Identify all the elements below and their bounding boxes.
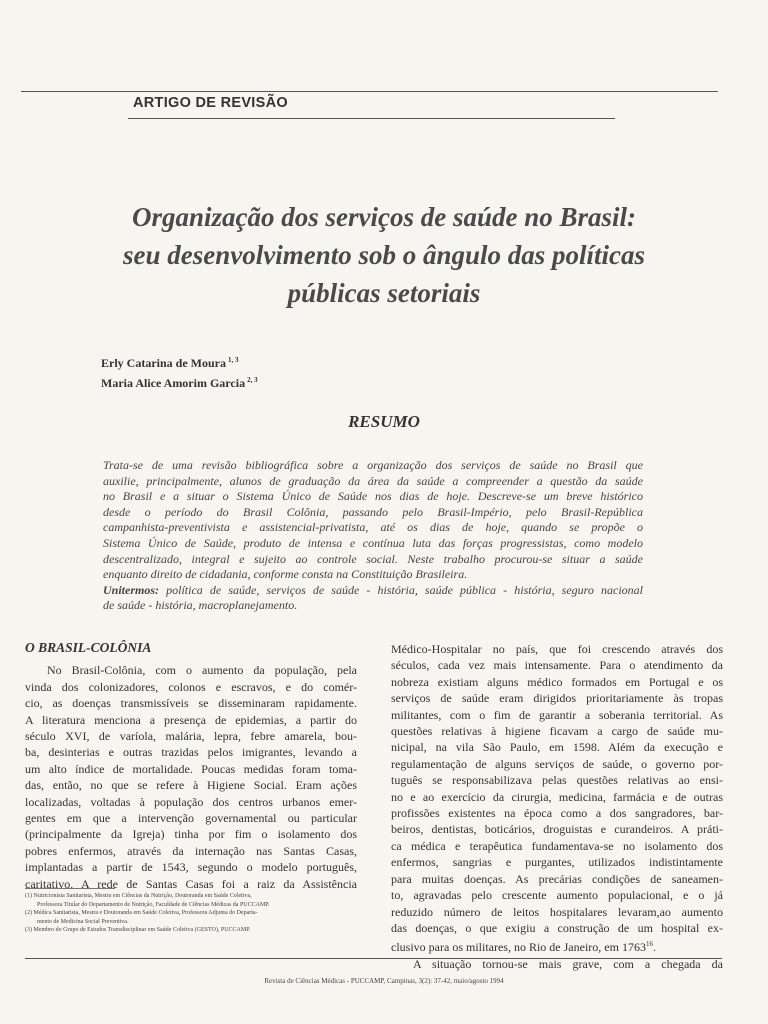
author-affiliation: 2, 3 (247, 376, 258, 384)
footnote: (3) Membro do Grupo de Estudos Transdisciplinar em Saúde Coletiva (GESTO), PUCCAMP. (25, 927, 251, 934)
body-line: para muitas doenças. As precárias condições de saneamen- (391, 871, 723, 886)
keywords-text: política de saúde, serviços de saúde - história, saúde pública - história, seguro nacional (166, 582, 643, 597)
footnote-rule (25, 888, 115, 889)
top-rule (21, 91, 718, 92)
abstract-line: auxilie, principalmente, alunos de graduação da área da saúde a compreender a questão da saúde (103, 473, 643, 488)
author-affiliation: 1, 3 (228, 356, 239, 364)
body-line: profissões existentes na época como a dos sangradores, bar- (391, 806, 723, 821)
body-line: militantes, com o fim de garantir a soberania territorial. As (391, 707, 723, 722)
right-column (391, 641, 723, 972)
body-line: beiros, dentistas, boticários, droguistas e curandeiros. A práti- (391, 822, 723, 837)
body-line: ca médica e terapêutica fundamentava-se no isolamento dos (391, 838, 723, 853)
title-line: públicas setoriais (287, 278, 481, 308)
author-name: Erly Catarina de Moura (101, 356, 226, 370)
body-line: nicipal, na vila São Paulo, em 1598. Além da execução e (391, 740, 723, 755)
abstract-line: no Brasil e a situar o Sistema Único de Saúde nos dias de hoje. Descreve-se um breve histórico (103, 489, 643, 504)
body-line (391, 936, 723, 955)
keywords-line: de saúde - história, macroplanejamento. (103, 598, 298, 613)
keywords-line (103, 583, 643, 599)
body-line: questões relativas à higiene ficavam a cargo de saúde mu- (391, 724, 723, 739)
abstract-line: Trata-se de uma revisão bibliográfica sobre a organização dos serviços de saúde no Brasil que (103, 458, 643, 472)
body-line: das, então, no que se refere à Higiene Social. Eram ações (25, 778, 357, 793)
body-line: implantadas a partir de 1543, segundo o modelo português, (25, 860, 357, 875)
author-name: Maria Alice Amorim Garcia (101, 376, 246, 390)
body-line: nobreza existiam alguns médico formados em Portugal e os (391, 674, 723, 689)
body-line: século XVI, de varíola, malária, lepra, febre amarela, bou- (25, 729, 357, 744)
title-line: Organização dos serviços de saúde no Brasil: (131, 202, 637, 232)
abstract-line: enquanto direito de cidadania, conforme consta na Constituição Brasileira. (103, 567, 468, 582)
body-line: localizadas, voltadas à população dos centros urbanos emer- (25, 794, 357, 809)
journal-citation: Revista de Ciências Médicas - PUCCAMP, Campinas, 3(2): 37-42, maio/agosto 1994 (264, 977, 504, 985)
body-line: das doenças, o que exigiu a construção de um hospital ex- (391, 920, 723, 935)
body-line: caritativo. A rede de Santas Casas foi a raiz da Assistência (25, 876, 357, 891)
footnote: Professora Titular do Departamento de Nutrição, Faculdade de Ciências Médicas da PUCCAMP. (37, 901, 270, 908)
footnote: mento de Medicina Social Preventiva. (37, 918, 129, 925)
abstract-line: descentralizado, integral e sujeito ao controle social. Neste trabalho procurou-se situar a saúde (103, 551, 643, 566)
footer-rule (25, 958, 722, 959)
article-title (40, 198, 728, 312)
body-line: (principalmente da Igreja) tinha por fim o isolamento dos (25, 827, 357, 842)
body-text: clusivo para os militares, no Rio de Janeiro, em 1763 (391, 940, 646, 955)
body-line: serviços de saúde eram dirigidos prioritariamente às tropas (391, 691, 723, 706)
author (101, 352, 258, 372)
abstract-body (103, 458, 643, 614)
body-line: vinda dos colonizadores, colonos e escravos, e do comér- (25, 679, 357, 694)
body-line: ba, desinterias e outras trazidas pelos imigrantes, levando a (25, 745, 357, 760)
body-line: No Brasil-Colônia, com o aumento da população, pela (47, 663, 357, 678)
left-column (25, 640, 357, 892)
author-list (101, 352, 258, 392)
abstract-line: Sistema Único de Saúde, produto de intensa e contínua luta das forças progressistas, como modelo (103, 535, 643, 550)
body-line: Médico-Hospitalar no país, que foi crescendo através dos (391, 642, 723, 656)
abstract-line: desde o período do Brasil Colônia, passando pelo Brasil-Império, pelo Brasil-República (103, 504, 643, 519)
title-line: seu desenvolvimento sob o ângulo das políticas (122, 240, 646, 270)
body-line: séculos, cada vez mais intensamente. Para o atendimento da (391, 658, 723, 673)
section-heading: O BRASIL-COLÔNIA (25, 640, 152, 655)
body-line: um alto índice de mortalidade. Poucas medidas foram toma- (25, 761, 357, 776)
body-line: cio, as doenças transmissíveis se disseminaram rapidamente. (25, 696, 357, 711)
footnote: (1) Nutricionista Sanitarista, Mestra em Ciências da Nutrição, Doutoranda em Saúde Coletiva, (25, 893, 252, 899)
section-label: ARTIGO DE REVISÃO (133, 95, 288, 111)
body-line: A literatura menciona a presença de epidemias, a partir do (25, 712, 357, 727)
footnotes (25, 888, 370, 935)
body-line: regulamentação de alguns serviços de saúde, o governo por- (391, 756, 723, 771)
body-line: reduzido número de leitos hospitalares levaram,ao aumento (391, 904, 723, 919)
body-line: A situação tornou-se mais grave, com a chegada da (413, 956, 723, 971)
body-line: pobres enfermos, através da internação nas Santas Casas, (25, 843, 357, 858)
body-line: tuguês se responsabilizava pelas questões relativas ao ensi- (391, 773, 723, 788)
body-line: enfermos, sangrias e purgantes, utilizados indistintamente (391, 855, 723, 870)
body-text: . (652, 940, 656, 955)
footnote: (2) Médica Sanitarista, Mestra e Doutoranda em Saúde Coletiva, Professora Adjunta do Departa- (25, 910, 258, 917)
abstract-heading: RESUMO (348, 412, 420, 431)
keywords-label: Unitermos: (103, 582, 160, 597)
body-line: no e ao exercício da cirurgia, medicina, farmácia e de outras (391, 789, 723, 804)
author (101, 372, 258, 392)
abstract-line: campanhista-preventivista e assistencial-privatista, até os dias de hoje, quando se propõe o (103, 520, 643, 535)
body-line: gentes em que a intervenção governamental ou particular (25, 811, 357, 826)
citation-marker: 16 (645, 940, 653, 949)
body-line: to, agravadas pelo crescente aumento populacional, e o já (391, 888, 723, 903)
section-rule (128, 118, 615, 119)
